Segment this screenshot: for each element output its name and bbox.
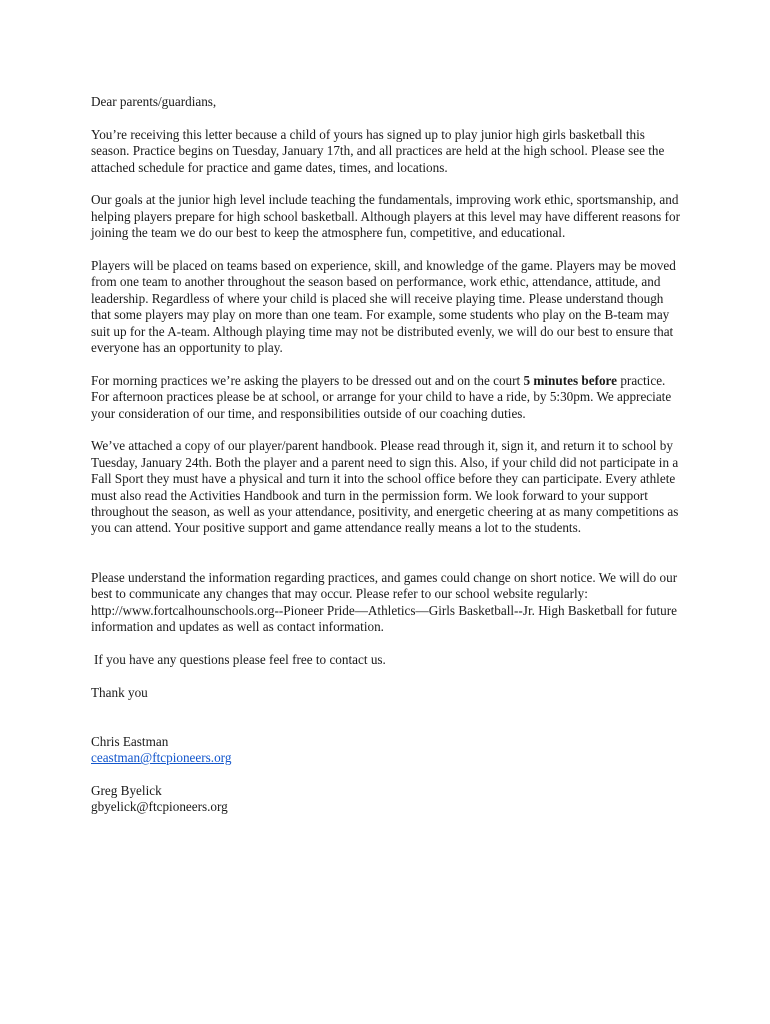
signature-email-2: gbyelick@ftcpioneers.org [91,799,228,815]
paragraph-teams: Players will be placed on teams based on experience, skill, and knowledge of the game. Players may be moved from one team to another throughout the season based on performance, work ethic, attendance, attitude, and leadership. Regardless of where your child is placed she will receive playing time. Please understand though that some players may play on more than one team. For example, some students who play on the B-team may suit up for the A-team. Although playing time may not be distributed evenly, we will do our best to ensure that everyone has an opportunity to play. [91,258,676,356]
signature-name-1: Chris Eastman [91,733,169,749]
closing: Thank you [91,684,148,700]
paragraph-goals: Our goals at the junior high level include teaching the fundamentals, improving work ethic, sportsmanship, and helping players prepare for high school basketball. Although players at this level may have different reasons for joining the team we do our best to keep the atmosphere fun, competitive, and educational. [91,192,680,241]
email-link-1[interactable]: ceastman@ftcpioneers.org [91,750,232,766]
paragraph-intro: You’re receiving this letter because a child of yours has signed up to play junior high girls basketball this season. Practice begins on Tuesday, January 17th, and all practices are held at the high school. Please see the attached schedule for practice and game dates, times, and locations. [91,126,665,175]
letter-page [91,94,683,816]
paragraph-questions: If you have any questions please feel free to contact us. [94,651,386,667]
paragraph-handbook: We’ve attached a copy of our player/parent handbook. Please read through it, sign it, and return it to school by Tuesday, January 24th. Both the player and a parent need to sign this. Also, if your child did not participate in a Fall Sport they must have a physical and turn it into the school office before they can participate. Every athlete must also read the Activities Handbook and turn in the permission form. We look forward to your support throughout the season, as well as your attendance, positivity, and energetic cheering at as many competitions as you can attend. Your positive support and game attendance really means a lot to the students. [91,438,679,536]
paragraph-changes: Please understand the information regarding practices, and games could change on short notice. We will do our best to communicate any changes that may occur. Please refer to our school website regularly: http://www.fortcalhounschools.org--Pioneer Pride—Athletics—Girls Basketball--Jr. High Basketball for future information and updates as well as contact information. [91,569,678,634]
practices-bold-time: 5 minutes before [523,372,618,388]
signature-name-2: Greg Byelick [91,782,162,798]
practices-text-start: For morning practices we’re asking the players to be dressed out and on the court [91,372,524,388]
signature-email-1 [91,750,683,766]
practices-text-end: practice. For afternoon practices please be at school, or arrange for your child to have a ride, by 5:30pm. We appreciate your consideration of our time, and responsibilities outside of our coaching duties. [91,372,672,421]
paragraph-practices [91,373,683,422]
salutation: Dear parents/guardians, [91,94,217,109]
